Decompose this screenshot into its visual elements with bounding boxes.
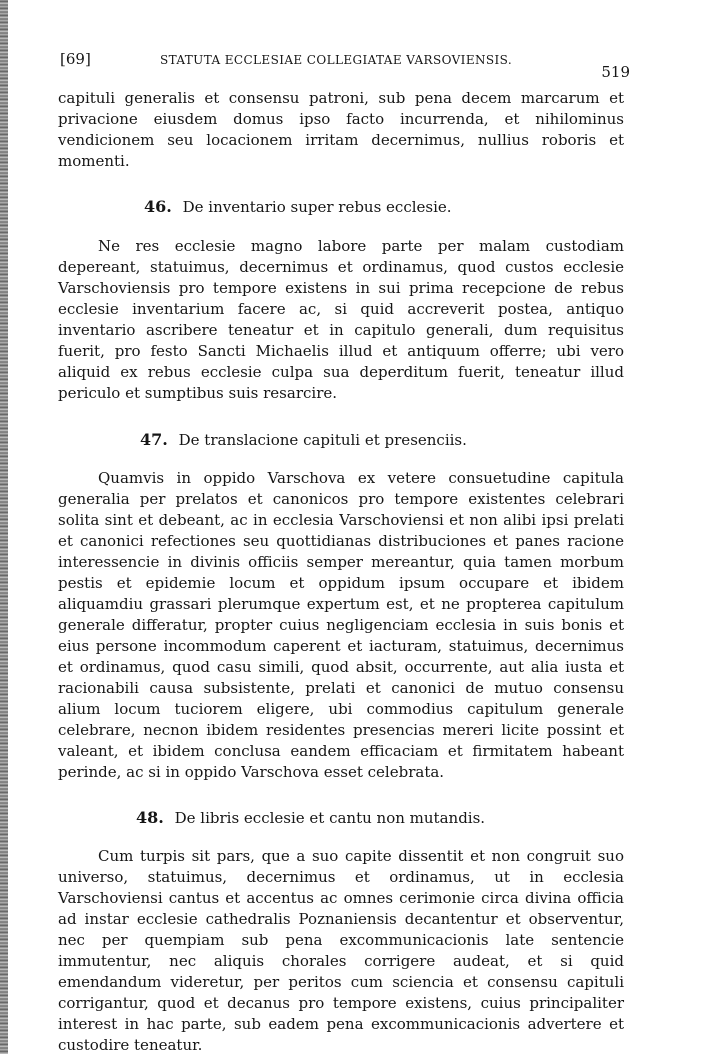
document-body — [58, 88, 624, 1056]
section-number: 46. — [144, 197, 172, 216]
intro-paragraph: capituli generalis et consensu patroni, sub pena decem marcarum et privacione eiusdem domus ipso facto incurrenda, et nihilominus vendicionem seu locacionem irritam decernimus, nullius roboris et momenti. — [58, 89, 624, 170]
section-text-47: Quamvis in oppido Varschova ex vetere consuetudine capitula generalia per prelatos et canonicos pro tempore existentes celebrari solita sint et debeant, ac in ecclesia Varschoviensi et non alibi ipsi prelati et canonici refectiones seu quottidianas distribuciones et panes racione interessencie in divinis officiis semper mereantur, quia tamen morbum pestis et epidemie locum et oppidum ipsum occupare et ibidem aliquamdiu grassari plerumque expertum est, et ne propterea capitulum generale differatur, propter cuius negligenciam ecclesia in suis bonis et eius persone incommodum caperent et iacturam, statuimus, decernimus et ordinamus, quod casu simili, quod absit, occurrente, aut alia iusta et racionabili causa subsistente, prelati et canonici de mutuo consensu alium locum tuciorem eligere, ubi commodius capitulum generale celebrare, necnon ibidem residentes presencias mereri licite possint et valeant, et ibidem conclusa eandem efficaciam et firmitatem habeant perinde, ac si in oppido Varschova esset celebrata. — [58, 469, 624, 781]
section-title: De translacione capituli et presenciis. — [178, 431, 467, 449]
section-text-48: Cum turpis sit pars, que a suo capite dissentit et non congruit suo universo, statuimus, decernimus et ordinamus, ut in ecclesia Varschoviensi cantus et accentus ac omnes cerimonie circa divina officia ad instar ecclesie cathedralis Poznaniensis decantentur et observentur, nec per quempiam sub pena excommunicacionis late sentencie immutentur, nec aliquis chorales corrigere audeat, et si quid emendandum videretur, per peritos cum sciencia et consensu capituli corrigantur, quod et decanus pro tempore existens, cuius principaliter interest in hac parte, sub eadem pena excommunicacionis advertere et custodire teneatur. — [58, 847, 624, 1054]
page-reference: [69] — [60, 50, 91, 68]
section-number: 48. — [136, 808, 164, 827]
section-title: De libris ecclesie et cantu non mutandis. — [174, 809, 486, 827]
section-text-46: Ne res ecclesie magno labore parte per malam custodiam depereant, statuimus, decernimus et ordinamus, quod custos ecclesie Varschoviensis pro tempore existens in sui prima recepcione de rebus ecclesie inventarium facere ac, si quid accreverit postea, antiquo inventario ascribere teneatur et in capitulo generali, dum requisitus fuerit, pro festo Sancti Michaelis illud et antiquum offerre; ubi vero aliquid ex rebus ecclesie culpa sua deperditum fuerit, teneatur illud periculo et sumptibus suis resarcire. — [58, 237, 624, 402]
page-number: 519 — [601, 63, 630, 81]
section-heading-46 — [58, 196, 624, 218]
section-heading-48 — [58, 807, 624, 829]
section-heading-47 — [58, 429, 624, 451]
page-binding-edge — [0, 0, 8, 1054]
running-header — [60, 50, 630, 80]
running-title: STATUTA ECCLESIAE COLLEGIATAE VARSOVIENSIS. — [160, 53, 513, 67]
section-number: 47. — [140, 430, 168, 449]
section-title: De inventario super rebus ecclesie. — [182, 198, 452, 216]
